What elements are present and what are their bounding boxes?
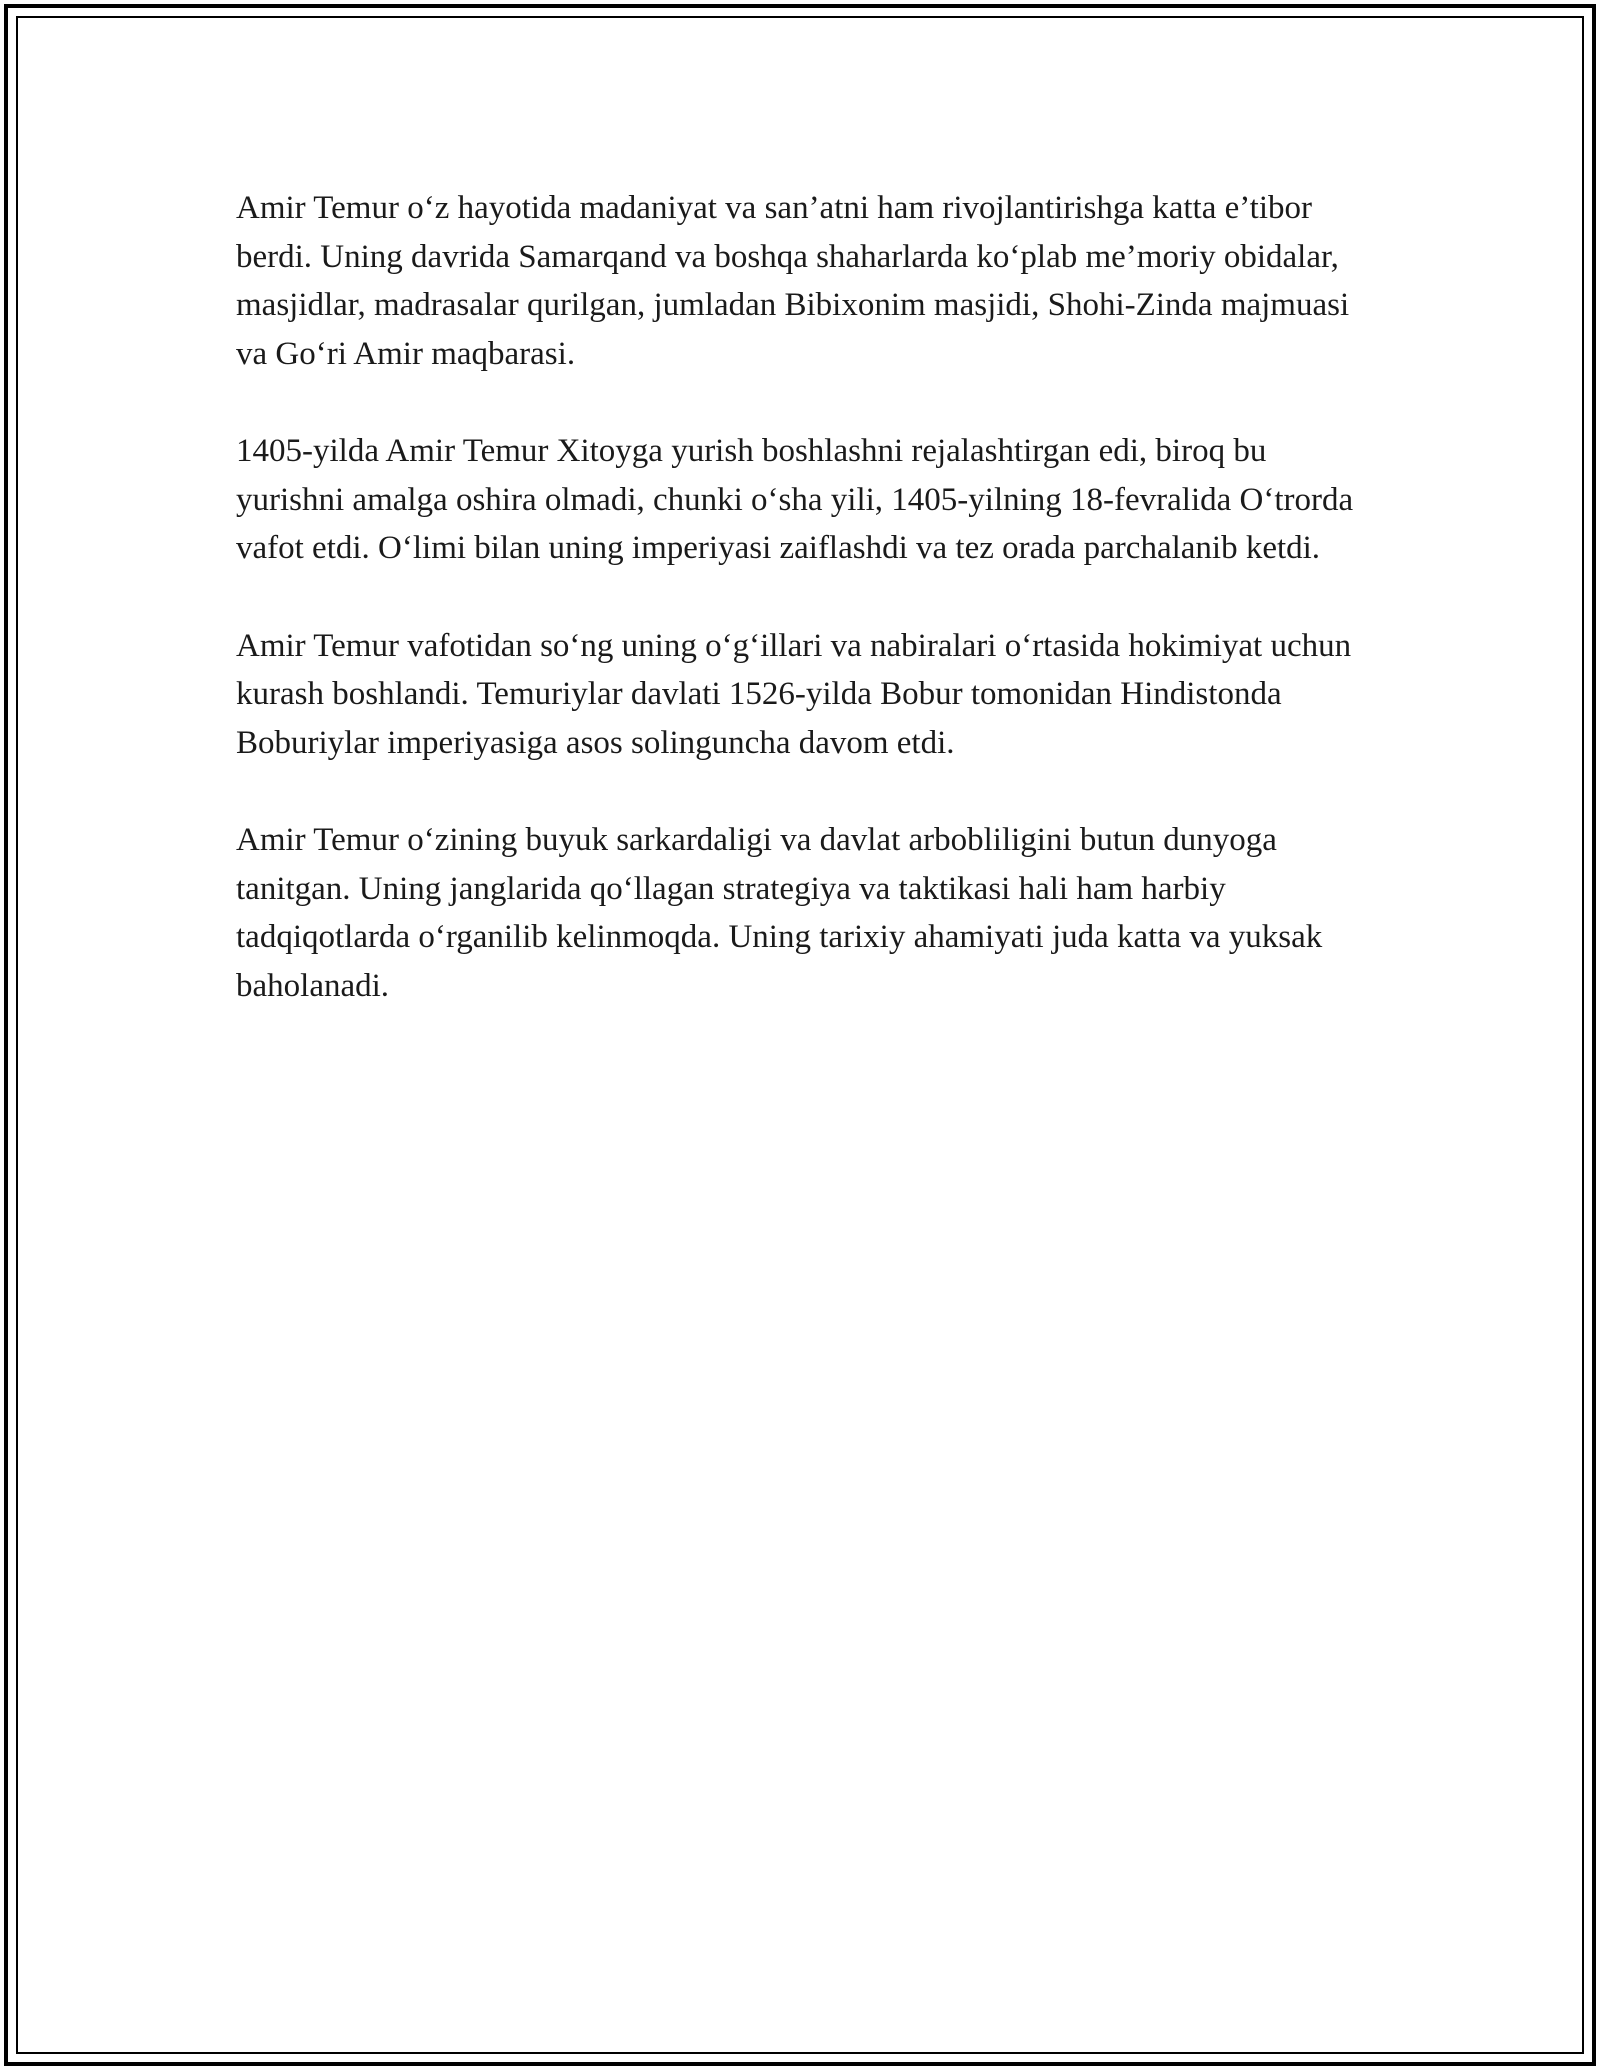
paragraph-culture: Amir Temur o‘z hayotida madaniyat va san’atni ham rivojlantirishga katta e’tibor berdi. Uning davrida Samarqand va boshqa shaharlarda ko‘plab me’moriy obidalar, masjidlar, madrasalar qurilgan, jumladan Bibixonim masjidi, Shohi-Zinda majmuasi va Go‘ri Amir maqbarasi. — [236, 190, 1350, 372]
document-body — [236, 184, 1376, 1010]
paragraph-death: 1405-yilda Amir Temur Xitoyga yurish boshlashni rejalashtirgan edi, biroq bu yurishni amalga oshira olmadi, chunki o‘sha yili, 1405-yilning 18-fevralida O‘trorda vafot etdi. O‘limi bilan uning imperiyasi zaiflashdi va tez orada parchalanib ketdi. — [236, 433, 1354, 566]
paragraph-succession: Amir Temur vafotidan so‘ng uning o‘g‘illari va nabiralari o‘rtasida hokimiyat uchun kurash boshlandi. Temuriylar davlati 1526-yilda Bobur tomonidan Hindistonda Boburiylar imperiyasiga asos solinguncha davom etdi. — [236, 627, 1352, 761]
paragraph-legacy: Amir Temur o‘zining buyuk sarkardaligi va davlat arbobliligini butun dunyoga tanitgan. Uning janglarida qo‘llagan strategiya va taktikasi hali ham harbiy tadqiqotlarda o‘rganilib kelinmoqda. Uning tarixiy ahamiyati juda katta va yuksak baholanadi. — [236, 822, 1323, 1004]
